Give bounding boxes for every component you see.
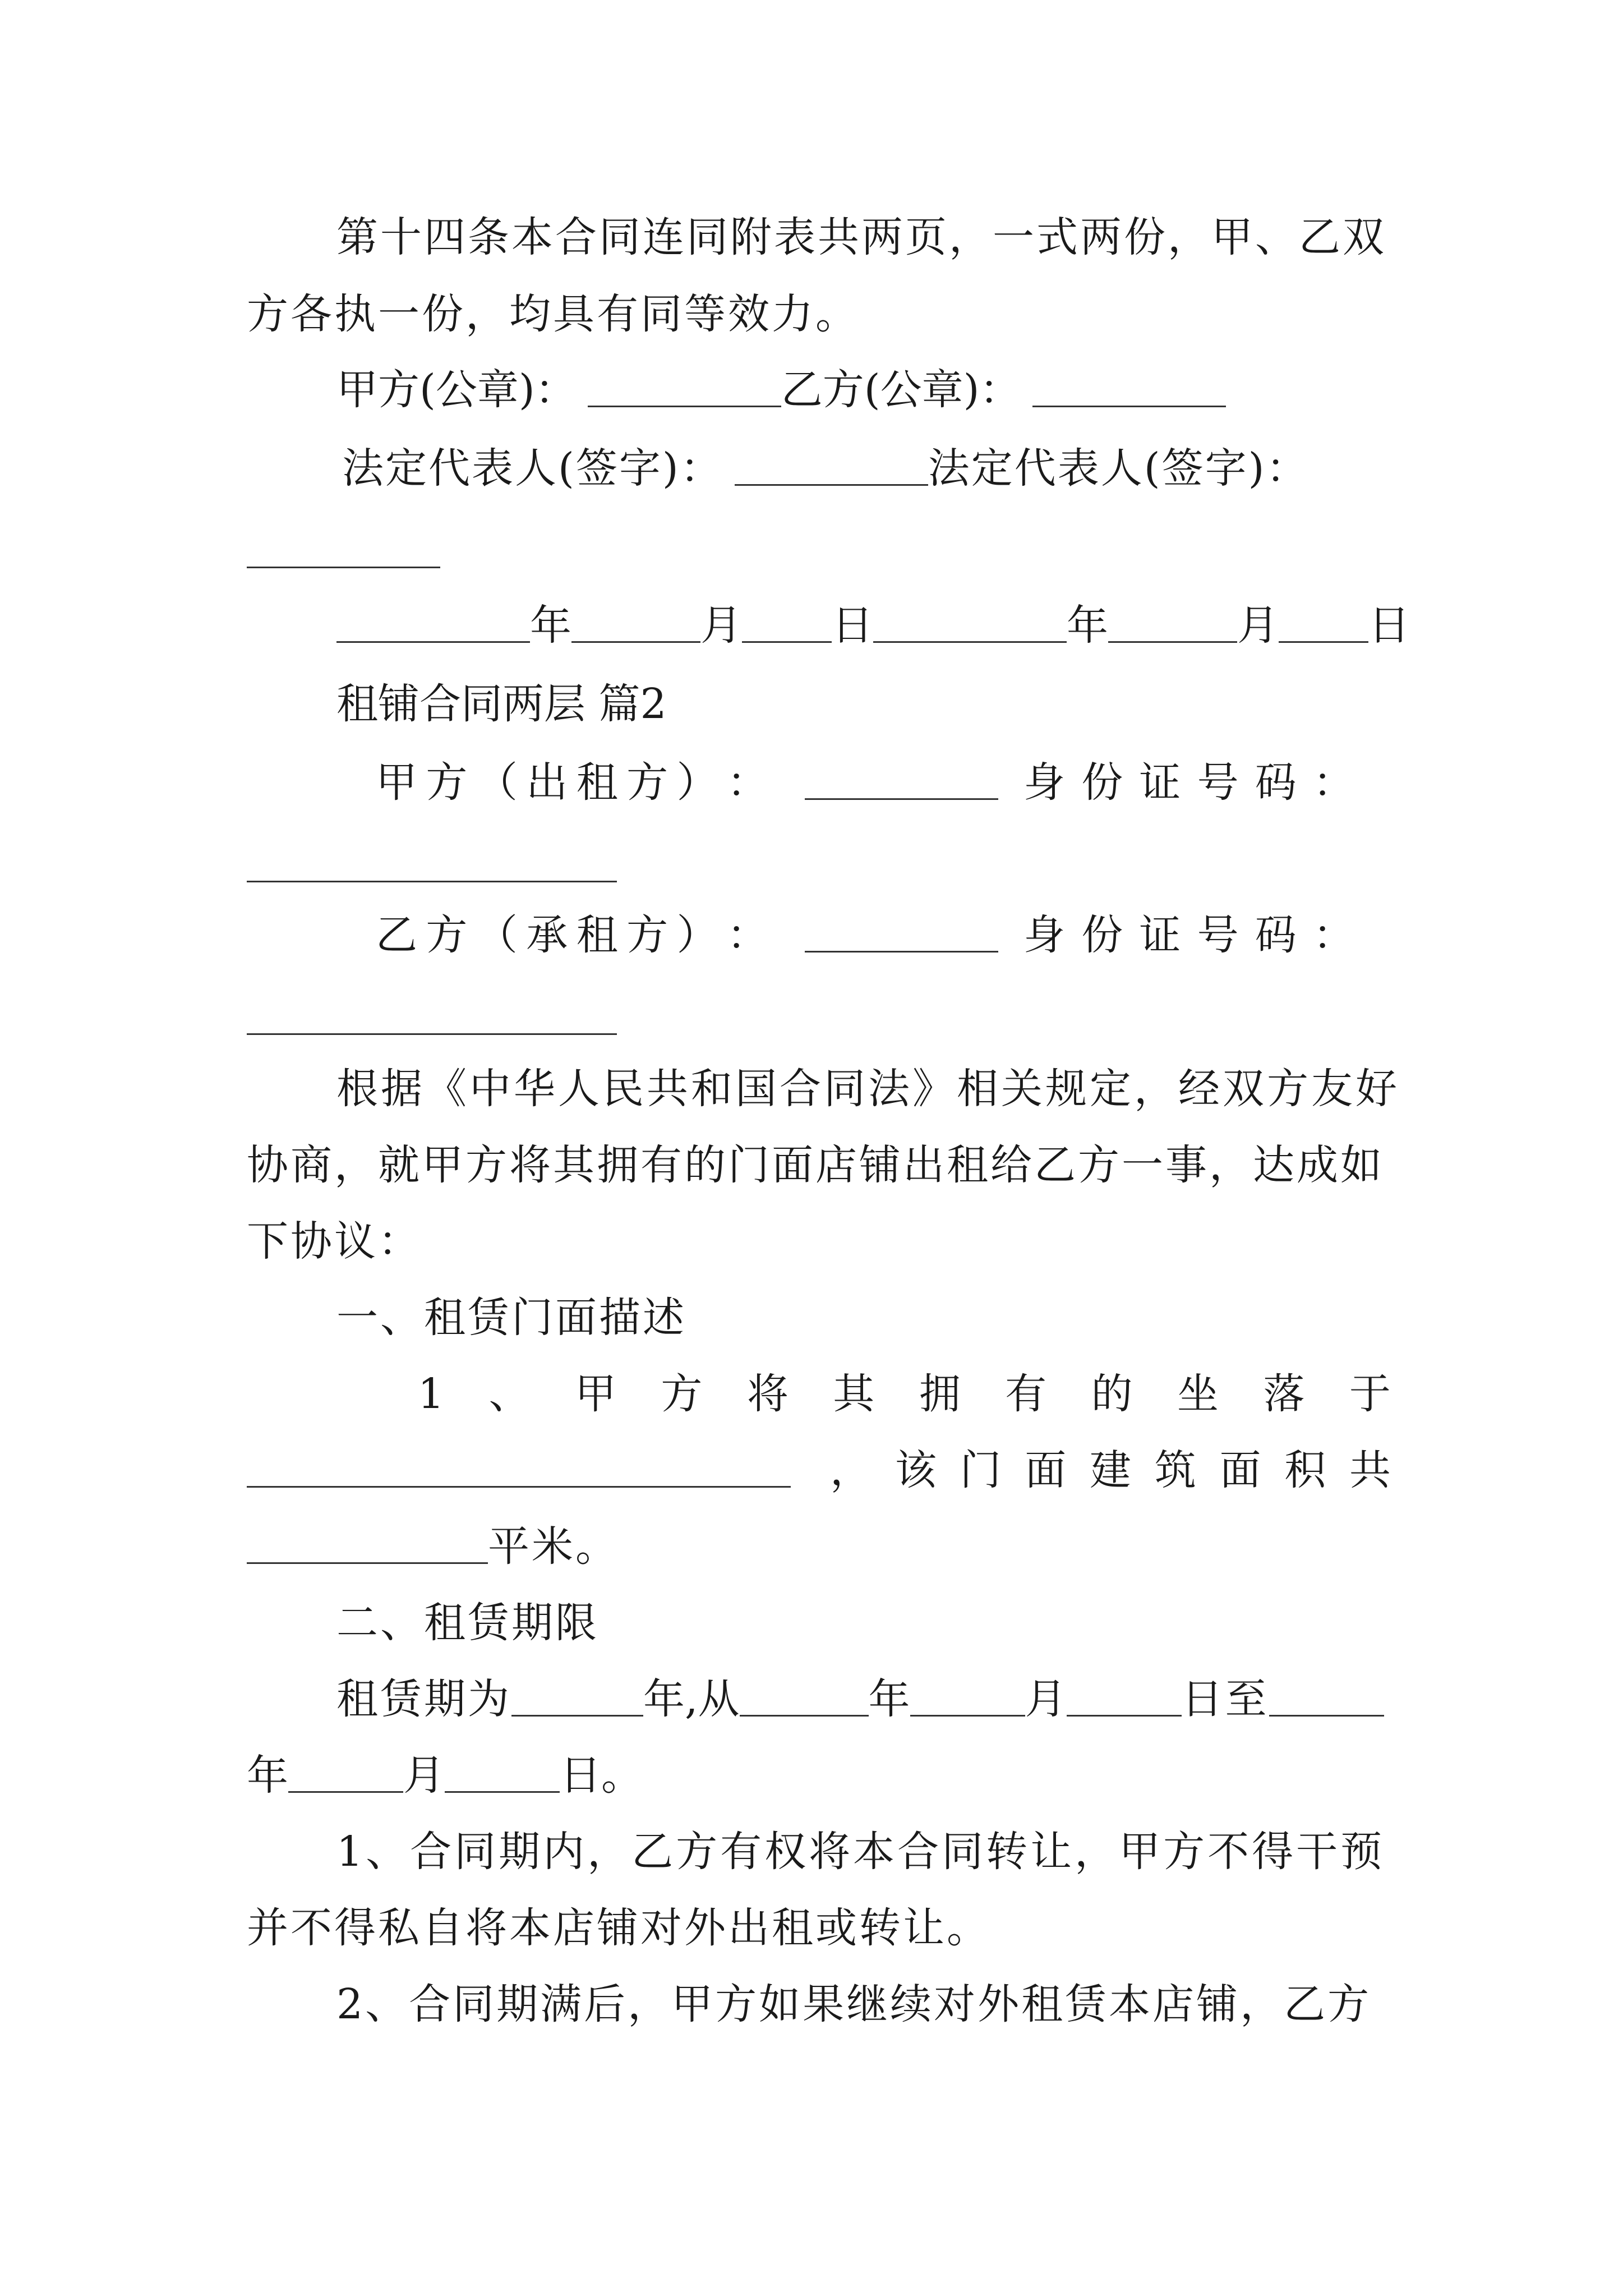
month-blank-b[interactable] <box>1108 600 1237 643</box>
char: 码 <box>1255 911 1297 959</box>
char: 、 <box>488 1370 531 1418</box>
char: 租 <box>576 911 618 959</box>
party-b-name-blank[interactable] <box>805 909 998 953</box>
char: 面 <box>1025 1446 1067 1494</box>
char: 份 <box>1081 758 1123 807</box>
text: 2、合同期满后，甲方如果继续对外租赁本店铺，乙方 <box>336 1980 1372 2028</box>
text: 第十四条本合同连同附表共两页，一式两份，甲、乙双 <box>336 213 1386 261</box>
legal-rep-line <box>342 438 1486 499</box>
char: ： <box>1312 911 1354 959</box>
text: 二、租赁期限 <box>336 1599 599 1647</box>
char: 其 <box>833 1370 875 1418</box>
char: 方 <box>626 758 668 807</box>
char: 出 <box>526 758 568 807</box>
char: ） <box>676 911 718 959</box>
month-label: 月 <box>700 601 742 650</box>
signing-date-line <box>336 595 1481 656</box>
start-day-blank[interactable] <box>1067 1673 1182 1717</box>
term-line-1 <box>336 1668 1391 1730</box>
char: ， <box>830 1446 872 1494</box>
clause-2-line-1 <box>336 1973 1391 2035</box>
year-blank-b[interactable] <box>873 600 1067 643</box>
article-14-line-2 <box>247 283 1391 345</box>
char: 面 <box>1219 1446 1261 1494</box>
area-label <box>830 1439 1391 1501</box>
text: 日。 <box>560 1751 643 1800</box>
party-a-label <box>376 752 768 813</box>
day-label: 日 <box>832 601 873 650</box>
text: 租赁期为 <box>336 1675 511 1723</box>
party-a-id-blank[interactable] <box>247 839 617 882</box>
char: 身 <box>1023 911 1065 959</box>
text: 年 <box>868 1675 910 1723</box>
item-1-line-3 <box>247 1516 1391 1577</box>
party-b-rep-label: 法定代表人(签字)： <box>928 444 1310 493</box>
day-label: 日 <box>1368 601 1410 650</box>
party-b-seal-blank[interactable] <box>1032 364 1226 407</box>
day-blank-b[interactable] <box>1279 600 1368 643</box>
preamble-line-2 <box>247 1134 1391 1196</box>
char: 的 <box>1091 1370 1133 1418</box>
char: 1 <box>418 1370 445 1418</box>
char: ： <box>1312 758 1354 807</box>
char: 证 <box>1139 758 1181 807</box>
text: 协商，就甲方将其拥有的门面店铺出租给乙方一事，达成如 <box>247 1141 1384 1189</box>
char: 租 <box>576 758 618 807</box>
text: 月 <box>403 1751 445 1800</box>
section-2-heading <box>336 1592 1481 1654</box>
text: 并不得私自将本店铺对外出租或转让。 <box>247 1904 990 1952</box>
seal-line <box>336 359 1481 421</box>
preamble-line-1 <box>336 1058 1400 1120</box>
party-b-seal-label: 乙方(公章)： <box>781 366 1021 414</box>
char: 方 <box>426 911 468 959</box>
item-1-line-1 <box>418 1363 1391 1425</box>
char: 乙 <box>376 911 417 959</box>
char: ： <box>726 911 768 959</box>
party-a-seal-blank[interactable] <box>588 364 781 407</box>
char: ： <box>726 758 768 807</box>
section-title <box>336 673 1481 735</box>
char: 号 <box>1197 758 1239 807</box>
char: 证 <box>1139 911 1181 959</box>
char: 方 <box>661 1370 703 1418</box>
area-blank[interactable] <box>247 1521 488 1564</box>
id-number-label <box>1023 752 1354 813</box>
title-text: 租铺合同两层 篇2 <box>336 680 667 728</box>
end-day-blank[interactable] <box>445 1750 560 1793</box>
char: 将 <box>746 1370 789 1418</box>
char: （ <box>476 911 518 959</box>
section-1-heading <box>336 1287 1481 1349</box>
party-a-rep-blank[interactable] <box>735 443 928 486</box>
end-year-blank[interactable] <box>1269 1673 1384 1717</box>
char: 甲 <box>574 1370 616 1418</box>
party-a-seal-label: 甲方(公章)： <box>336 366 577 414</box>
char: 有 <box>1005 1370 1047 1418</box>
char: 共 <box>1349 1446 1391 1494</box>
char: 该 <box>895 1446 937 1494</box>
char: 份 <box>1081 911 1123 959</box>
party-a-name-blank[interactable] <box>805 757 998 800</box>
char: （ <box>476 758 518 807</box>
char: 码 <box>1255 758 1297 807</box>
party-a-rep-label: 法定代表人(签字)： <box>342 444 723 493</box>
location-blank[interactable] <box>247 1444 791 1488</box>
char: 于 <box>1349 1370 1391 1418</box>
text: 日至 <box>1181 1675 1269 1723</box>
party-b-line <box>376 904 1391 966</box>
year-label: 年 <box>530 601 571 650</box>
char: 积 <box>1284 1446 1326 1494</box>
text: 一、租赁门面描述 <box>336 1294 686 1342</box>
text: 年,从 <box>643 1675 740 1723</box>
party-b-rep-blank[interactable] <box>247 525 440 568</box>
month-label: 月 <box>1237 601 1279 650</box>
char: ） <box>676 758 718 807</box>
char: 方 <box>426 758 468 807</box>
text: 年 <box>247 1751 288 1800</box>
year-blank-a[interactable] <box>336 600 530 643</box>
preamble-line-3 <box>247 1211 1391 1272</box>
month-blank-a[interactable] <box>571 600 700 643</box>
party-b-label <box>376 904 768 966</box>
day-blank-a[interactable] <box>742 600 832 643</box>
term-years-blank[interactable] <box>511 1673 643 1717</box>
char: 建 <box>1090 1446 1131 1494</box>
char: 筑 <box>1154 1446 1196 1494</box>
end-month-blank[interactable] <box>288 1750 403 1793</box>
char: 方 <box>626 911 668 959</box>
id-number-label <box>1023 904 1354 966</box>
text: 月 <box>1025 1675 1067 1723</box>
item-1-line-2 <box>247 1439 1391 1501</box>
char: 承 <box>526 911 568 959</box>
clause-1-line-1 <box>336 1821 1391 1883</box>
unit: 平米。 <box>488 1522 619 1571</box>
clause-1-line-2 <box>247 1897 1391 1959</box>
char: 号 <box>1197 911 1239 959</box>
year-label: 年 <box>1067 601 1108 650</box>
text: 下协议： <box>247 1217 422 1266</box>
start-year-blank[interactable] <box>740 1673 869 1717</box>
article-14-line-1 <box>336 206 1391 268</box>
char: 坐 <box>1177 1370 1219 1418</box>
char: 拥 <box>919 1370 961 1418</box>
text: 1、合同期内，乙方有权将本合同转让，甲方不得干预 <box>336 1828 1385 1876</box>
char: 甲 <box>376 758 417 807</box>
party-a-line <box>376 752 1391 813</box>
char: 落 <box>1263 1370 1305 1418</box>
text: 方各执一份，均具有同等效力。 <box>247 290 859 338</box>
text: 根据《中华人民共和国合同法》相关规定，经双方友好 <box>336 1065 1400 1113</box>
term-line-2 <box>247 1745 1391 1806</box>
start-month-blank[interactable] <box>910 1673 1025 1717</box>
char: 门 <box>960 1446 1002 1494</box>
party-b-id-blank[interactable] <box>247 992 617 1035</box>
char: 身 <box>1023 758 1065 807</box>
